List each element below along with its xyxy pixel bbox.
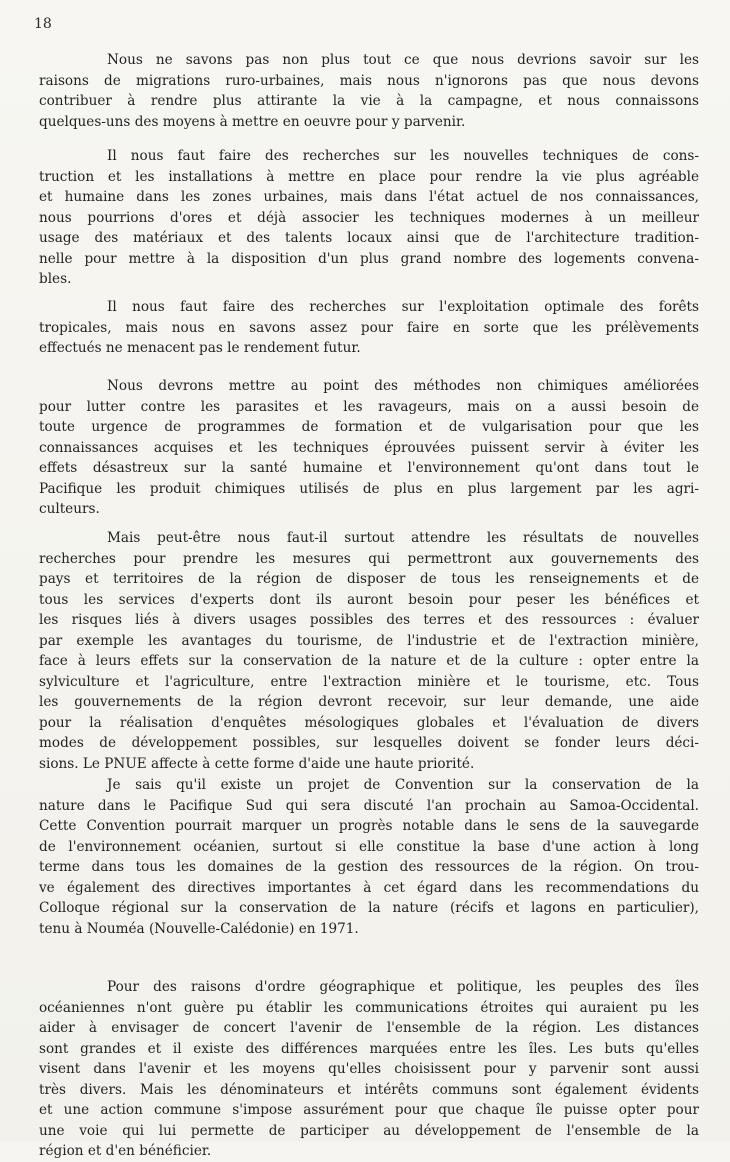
- text-line: recherches pour prendre les mesures qui permettront aux gouvernements des: [39, 550, 699, 567]
- text-line: contribuer à rendre plus attirante la vie à la campagne, et nous connaissons: [39, 93, 699, 109]
- text-line: tenu à Nouméa (Nouvelle-Calédonie) en 1971.: [39, 920, 359, 937]
- text-line: aider à envisager de concert l'avenir de l'ensemble de la région. Les distances: [39, 1020, 699, 1036]
- paragraph: [39, 50, 699, 132]
- text-line: face à leurs effets sur la conservation de la nature et de la culture : opter entre la: [39, 653, 699, 669]
- text-line: Mais peut-être nous faut-il surtout attendre les résultats de nouvelles: [107, 530, 699, 546]
- text-line: effets désastreux sur la santé humaine et l'environnement qu'ont dans tout le: [39, 460, 699, 476]
- text-line: nelle pour mettre à la disposition d'un plus grand nombre des logements convena-: [39, 250, 699, 267]
- text-line: Nous devrons mettre au point des méthodes non chimiques améliorées: [107, 378, 699, 394]
- paragraph: [39, 977, 699, 1162]
- text-line: les gouvernements de la région devront recevoir, sur leur demande, une aide: [39, 694, 699, 710]
- text-line: sions. Le PNUE affecte à cette forme d'aide une haute priorité.: [39, 755, 475, 772]
- text-line: très divers. Mais les dénominateurs et intérêts communs sont également évidents: [39, 1081, 699, 1098]
- text-line: connaissances acquises et les techniques éprouvées puissent servir à éviter les: [39, 439, 699, 456]
- text-line: une voie qui lui permette de participer au développement de l'ensemble de la: [39, 1122, 699, 1139]
- text-line: Pour des raisons d'ordre géographique et politique, les peuples des îles: [107, 979, 699, 995]
- text-line: raisons de migrations ruro-urbaines, mais nous n'ignorons pas que nous devons: [39, 72, 699, 89]
- text-line: pour la réalisation d'enquêtes mésologiques globales et l'évaluation de divers: [39, 714, 699, 731]
- text-line: pour lutter contre les parasites et les ravageurs, mais on a aussi besoin de: [39, 398, 699, 415]
- text-line: visent dans l'avenir et les moyens qu'elles choisissent pour y parvenir sont aussi: [39, 1061, 699, 1077]
- text-line: modes de développement possibles, sur lesquelles doivent se fonder leurs déci-: [39, 735, 699, 751]
- text-line: effectués ne menacent pas le rendement futur.: [39, 340, 361, 356]
- paragraph: [39, 528, 699, 774]
- text-line: terme dans tous les domaines de la gestion des ressources de la région. On trou-: [39, 859, 699, 875]
- text-line: tous les services d'experts dont ils auront besoin pour peser les bénéfices et: [39, 591, 699, 608]
- text-line: culteurs.: [39, 501, 100, 517]
- text-line: truction et les installations à mettre en place pour rendre la vie plus agréable: [39, 168, 699, 185]
- text-line: et humaine dans les zones urbaines, mais dans l'état actuel de nos connaissances,: [39, 189, 699, 205]
- paragraph: [39, 297, 699, 359]
- text-line: les risques liés à divers usages possibles des terres et des ressources : évaluer: [39, 612, 699, 628]
- text-line: et une action commune s'impose assurément pour que chaque île puisse opter pour: [39, 1102, 699, 1118]
- text-line: tropicales, mais nous en savons assez pour faire en sorte que les prélèvements: [39, 319, 699, 336]
- text-line: de l'environnement océanien, surtout si elle constitue la base d'une action à long: [39, 838, 699, 855]
- text-line: Cette Convention pourrait marquer un progrès notable dans le sens de la sauvegarde: [39, 818, 699, 834]
- text-line: région et d'en bénéficier.: [39, 1143, 212, 1159]
- text-line: pays et territoires de la région de disposer de tous les renseignements et de: [39, 571, 699, 587]
- text-line: par exemple les avantages du tourisme, de l'industrie et de l'extraction minière,: [39, 632, 699, 649]
- text-line: océaniennes n'ont guère pu établir les communications étroites qui auraient pu les: [39, 999, 699, 1016]
- text-line: Pacifique les produit chimiques utilisés de plus en plus largement par les agri-: [39, 480, 699, 497]
- text-line: toute urgence de programmes de formation et de vulgarisation pour que les: [39, 419, 699, 435]
- text-line: Il nous faut faire des recherches sur les nouvelles techniques de cons-: [107, 148, 699, 164]
- text-line: usage des matériaux et des talents locaux ainsi que de l'architecture tradition-: [39, 230, 699, 246]
- text-line: nous pourrions d'ores et déjà associer les techniques modernes à un meilleur: [39, 209, 699, 226]
- text-line: Nous ne savons pas non plus tout ce que nous devrions savoir sur les: [107, 52, 699, 68]
- text-line: Colloque régional sur la conservation de la nature (récifs et lagons en particulier),: [39, 900, 699, 916]
- paragraph: [39, 775, 699, 939]
- page-number: 18: [34, 16, 52, 32]
- text-line: Il nous faut faire des recherches sur l'exploitation optimale des forêts: [107, 299, 699, 315]
- paragraph: [39, 376, 699, 520]
- text-line: sont grandes et il existe des différences marquées entre les îles. Les buts qu'elles: [39, 1040, 699, 1057]
- text-line: sylviculture et l'agriculture, entre l'extraction minière et le tourisme, etc. Tous: [39, 673, 699, 690]
- text-line: quelques-uns des moyens à mettre en oeuvre pour y parvenir.: [39, 113, 466, 130]
- text-line: nature dans le Pacifique Sud qui sera discuté l'an prochain au Samoa-Occidental.: [39, 797, 699, 814]
- text-line: ve également des directives importantes à cet égard dans les recommendations du: [39, 879, 699, 896]
- text-line: bles.: [39, 271, 72, 287]
- text-line: Je sais qu'il existe un projet de Convention sur la conservation de la: [107, 777, 699, 793]
- paragraph: [39, 146, 699, 290]
